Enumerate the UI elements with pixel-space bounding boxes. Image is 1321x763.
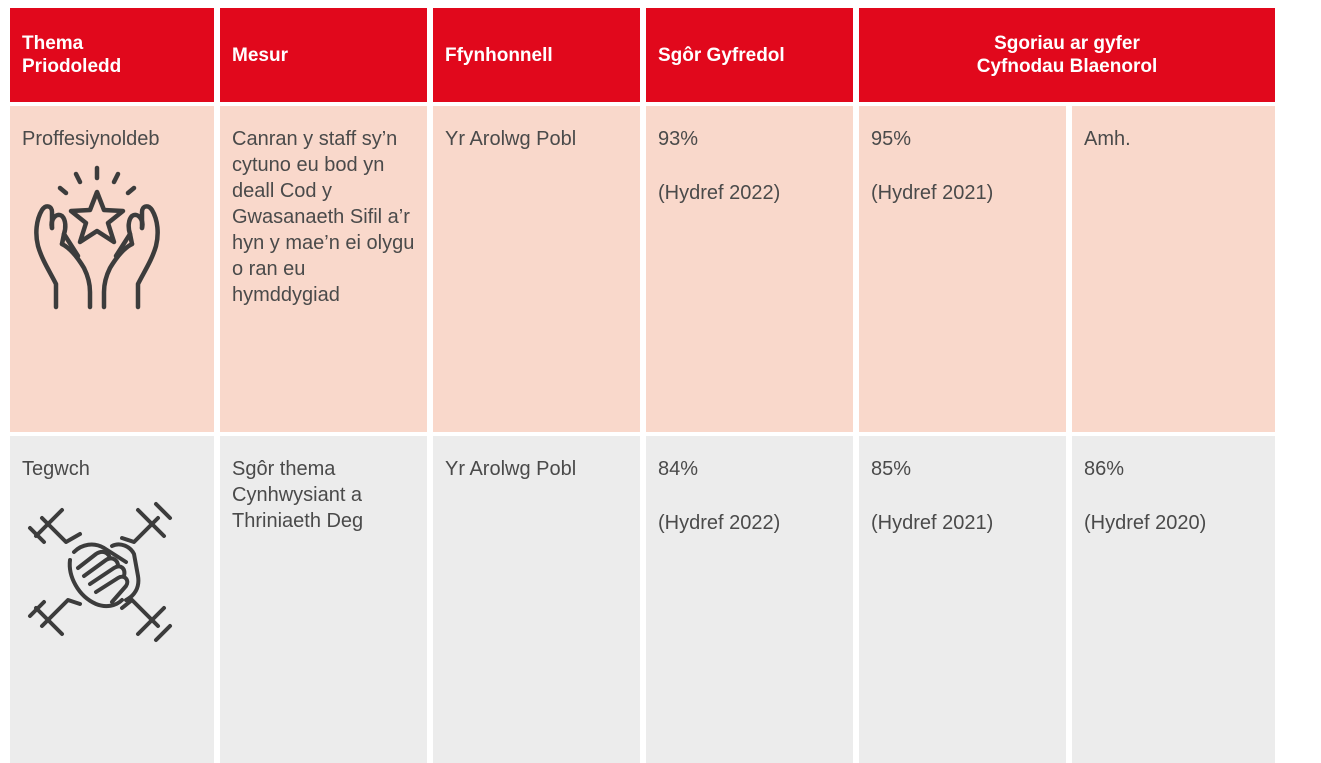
row2-previous2-period: (Hydref 2020) [1084, 512, 1207, 534]
row1-previous1-period: (Hydref 2021) [871, 182, 994, 204]
header-current-score [646, 8, 853, 102]
header-theme-line2: Priodoledd [22, 56, 122, 77]
row2-previous1-cell [859, 436, 1066, 763]
row2-previous1-period: (Hydref 2021) [871, 512, 994, 534]
row1-current-value: 93% [658, 128, 699, 150]
row2-current-value: 84% [658, 458, 699, 480]
row1-previous2-value: Amh. [1084, 128, 1131, 150]
header-previous-line2: Cyfnodau Blaenorol [976, 56, 1158, 77]
header-previous-scores [859, 8, 1275, 102]
row2-measure: Sgôr thema Cynhwysiant a Thriniaeth Deg [232, 458, 364, 532]
teamwork-hands-icon [22, 492, 202, 652]
row1-source: Yr Arolwg Pobl [445, 128, 577, 150]
row1-theme: Proffesiynoldeb [22, 128, 160, 150]
row2-previous2-cell [1072, 436, 1275, 763]
header-measure [220, 8, 427, 102]
header-measure-label: Mesur [232, 44, 288, 66]
row2-source: Yr Arolwg Pobl [445, 458, 577, 480]
row1-source-cell [433, 106, 640, 432]
row2-previous2-value: 86% [1084, 458, 1125, 480]
scores-table [10, 8, 1321, 759]
header-theme [10, 8, 214, 102]
row2-source-cell [433, 436, 640, 763]
row1-previous2-cell [1072, 106, 1275, 432]
row1-previous1-cell [859, 106, 1066, 432]
header-current-score-label: Sgôr Gyfredol [658, 44, 785, 66]
row2-theme-cell [10, 436, 214, 763]
header-theme-line1: Thema [22, 33, 84, 54]
row2-previous1-value: 85% [871, 458, 912, 480]
row2-current-period: (Hydref 2022) [658, 512, 781, 534]
row1-measure-cell [220, 106, 427, 432]
row1-theme-cell [10, 106, 214, 432]
row1-current-period: (Hydref 2022) [658, 182, 781, 204]
header-source-label: Ffynhonnell [445, 44, 553, 66]
header-source [433, 8, 640, 102]
row2-theme: Tegwch [22, 458, 90, 480]
hands-holding-star-icon [22, 162, 202, 312]
row1-measure: Canran y staff sy’n cytuno eu bod yn deall Cod y Gwasanaeth Sifil a’r hyn y mae’n ei olygu o ran eu hymddygiad [232, 128, 415, 306]
row1-previous1-value: 95% [871, 128, 912, 150]
row1-current-cell [646, 106, 853, 432]
row2-current-cell [646, 436, 853, 763]
row2-measure-cell [220, 436, 427, 763]
header-previous-line1: Sgoriau ar gyfer [994, 33, 1140, 54]
